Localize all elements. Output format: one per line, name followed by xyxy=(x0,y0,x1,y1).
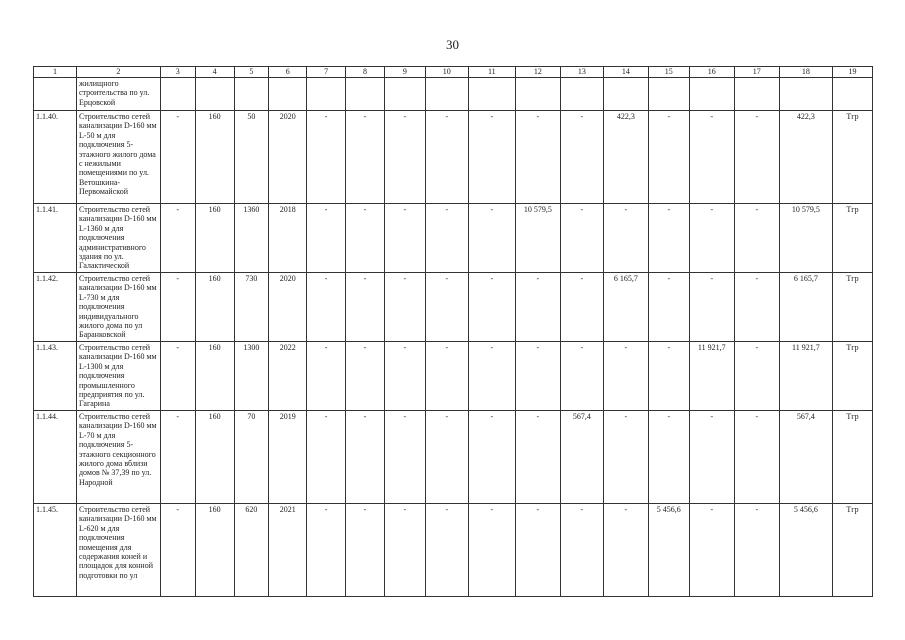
column-header-4: 4 xyxy=(195,67,234,78)
table-cell: - xyxy=(560,273,603,342)
description-cell: Строительство сетей канализации D-160 мм L-1300 м для подключения промышленного предприятия по ул. Гагарина xyxy=(76,342,160,411)
table-cell: - xyxy=(160,273,195,342)
table-cell: 5 456,6 xyxy=(648,504,689,597)
table-cell: - xyxy=(603,204,648,273)
table-cell: Тгр xyxy=(833,411,873,504)
table-cell: - xyxy=(689,111,734,204)
page-number: 30 xyxy=(446,37,459,52)
table-cell: Тгр xyxy=(833,504,873,597)
table-row xyxy=(34,504,873,597)
table-cell: 160 xyxy=(195,504,234,597)
table-cell xyxy=(648,78,689,111)
table-cell: - xyxy=(384,504,425,597)
table-cell: - xyxy=(560,204,603,273)
table-cell: - xyxy=(307,504,346,597)
table-cell: - xyxy=(648,411,689,504)
table-cell: 5 456,6 xyxy=(779,504,832,597)
table-cell: - xyxy=(307,273,346,342)
table-cell: - xyxy=(468,342,515,411)
table-cell xyxy=(160,78,195,111)
table-cell: - xyxy=(734,111,779,204)
table-cell: - xyxy=(689,411,734,504)
table-cell: 2021 xyxy=(269,504,307,597)
table-cell: - xyxy=(689,273,734,342)
table-row xyxy=(34,204,873,273)
row-number-cell: 1.1.43. xyxy=(34,342,77,411)
table-cell xyxy=(779,78,832,111)
table-cell: - xyxy=(160,504,195,597)
table-cell: - xyxy=(468,204,515,273)
table-cell: 2019 xyxy=(269,411,307,504)
table-body xyxy=(34,78,873,597)
table-row xyxy=(34,273,873,342)
description-cell: Строительство сетей канализации D-160 мм L-1360 м для подключения административного здания по ул. Галактической xyxy=(76,204,160,273)
table-cell: 2020 xyxy=(269,111,307,204)
column-header-14: 14 xyxy=(603,67,648,78)
table-cell xyxy=(195,78,234,111)
table-cell: - xyxy=(515,504,560,597)
table-row xyxy=(34,342,873,411)
table-cell xyxy=(603,78,648,111)
table-cell: - xyxy=(425,111,468,204)
table-header xyxy=(34,67,873,78)
table-cell: - xyxy=(648,273,689,342)
row-number-cell: 1.1.40. xyxy=(34,111,77,204)
table-cell: 11 921,7 xyxy=(779,342,832,411)
table-cell: 160 xyxy=(195,342,234,411)
table-cell: - xyxy=(384,204,425,273)
table-cell: 160 xyxy=(195,111,234,204)
table-cell: - xyxy=(468,111,515,204)
column-header-13: 13 xyxy=(560,67,603,78)
table-cell: 422,3 xyxy=(603,111,648,204)
column-header-2: 2 xyxy=(76,67,160,78)
table-cell: 2020 xyxy=(269,273,307,342)
table-cell: - xyxy=(515,111,560,204)
table-cell xyxy=(560,78,603,111)
table-cell: - xyxy=(307,342,346,411)
table-cell: 11 921,7 xyxy=(689,342,734,411)
table-cell: 50 xyxy=(234,111,269,204)
table-cell: - xyxy=(515,411,560,504)
table-cell: - xyxy=(160,342,195,411)
column-header-3: 3 xyxy=(160,67,195,78)
table-cell: - xyxy=(648,111,689,204)
table-cell: - xyxy=(560,111,603,204)
table-cell xyxy=(833,78,873,111)
row-number-cell: 1.1.41. xyxy=(34,204,77,273)
table-cell: 1300 xyxy=(234,342,269,411)
table-cell: - xyxy=(603,342,648,411)
table-cell: - xyxy=(384,342,425,411)
table-cell: 160 xyxy=(195,204,234,273)
table-cell xyxy=(734,78,779,111)
column-header-19: 19 xyxy=(833,67,873,78)
table-cell: 422,3 xyxy=(779,111,832,204)
column-header-10: 10 xyxy=(425,67,468,78)
table-cell: Тгр xyxy=(833,204,873,273)
table-cell: Тгр xyxy=(833,111,873,204)
table-cell: 160 xyxy=(195,273,234,342)
table-cell: - xyxy=(425,342,468,411)
column-header-16: 16 xyxy=(689,67,734,78)
column-header-15: 15 xyxy=(648,67,689,78)
table-cell xyxy=(384,78,425,111)
table-cell: - xyxy=(384,411,425,504)
table-cell: - xyxy=(160,411,195,504)
table-cell xyxy=(468,78,515,111)
table-cell: - xyxy=(515,342,560,411)
table-cell xyxy=(269,78,307,111)
table-cell: - xyxy=(515,273,560,342)
table-cell: 10 579,5 xyxy=(779,204,832,273)
table-cell: - xyxy=(603,411,648,504)
table-cell: - xyxy=(425,204,468,273)
description-cell: жилищного строительства по ул. Ерцовской xyxy=(76,78,160,111)
column-header-8: 8 xyxy=(346,67,385,78)
column-header-17: 17 xyxy=(734,67,779,78)
table-cell: - xyxy=(734,204,779,273)
table-cell: - xyxy=(468,273,515,342)
table-cell: - xyxy=(648,204,689,273)
table-cell xyxy=(346,78,385,111)
table-cell xyxy=(234,78,269,111)
column-header-5: 5 xyxy=(234,67,269,78)
table-cell: - xyxy=(560,504,603,597)
table-cell: - xyxy=(689,204,734,273)
table-cell: - xyxy=(425,504,468,597)
table-cell: - xyxy=(160,204,195,273)
table-cell: - xyxy=(425,411,468,504)
table-cell: - xyxy=(307,204,346,273)
table-cell: - xyxy=(603,504,648,597)
table-cell: - xyxy=(468,411,515,504)
table-cell: - xyxy=(734,273,779,342)
row-number-cell xyxy=(34,78,77,111)
table-cell: 1360 xyxy=(234,204,269,273)
table-cell: - xyxy=(307,111,346,204)
table-cell: - xyxy=(468,504,515,597)
table-cell: 70 xyxy=(234,411,269,504)
column-header-12: 12 xyxy=(515,67,560,78)
column-header-6: 6 xyxy=(269,67,307,78)
table-cell: - xyxy=(346,411,385,504)
table-cell: - xyxy=(160,111,195,204)
table-cell: 2022 xyxy=(269,342,307,411)
row-number-cell: 1.1.45. xyxy=(34,504,77,597)
table-cell: - xyxy=(734,504,779,597)
table-cell: Тгр xyxy=(833,273,873,342)
table-cell: 6 165,7 xyxy=(779,273,832,342)
table-cell: 160 xyxy=(195,411,234,504)
table-cell: - xyxy=(560,342,603,411)
table-cell: 730 xyxy=(234,273,269,342)
table-cell xyxy=(515,78,560,111)
table-cell: - xyxy=(384,273,425,342)
table-cell: 2018 xyxy=(269,204,307,273)
description-cell: Строительство сетей канализации D-160 мм L-70 м для подключения 5-этажного секционного жилого дома вблизи домов № 37,39 по ул. Народной xyxy=(76,411,160,504)
table-cell: - xyxy=(346,204,385,273)
table-cell: - xyxy=(734,411,779,504)
table-cell: - xyxy=(689,504,734,597)
description-cell: Строительство сетей канализации D-160 мм L-730 м для подключения индивидуального жилого дома по ул Баранковской xyxy=(76,273,160,342)
table-cell: - xyxy=(734,342,779,411)
column-header-1: 1 xyxy=(34,67,77,78)
column-header-11: 11 xyxy=(468,67,515,78)
table-cell: - xyxy=(346,273,385,342)
table-row xyxy=(34,78,873,111)
column-header-18: 18 xyxy=(779,67,832,78)
table-cell xyxy=(689,78,734,111)
table-cell: Тгр xyxy=(833,342,873,411)
table-cell xyxy=(425,78,468,111)
table-cell: 620 xyxy=(234,504,269,597)
column-header-9: 9 xyxy=(384,67,425,78)
table-cell: 567,4 xyxy=(560,411,603,504)
table-cell xyxy=(307,78,346,111)
table-cell: 6 165,7 xyxy=(603,273,648,342)
table-cell: 567,4 xyxy=(779,411,832,504)
data-table xyxy=(33,66,873,597)
table-cell: - xyxy=(346,342,385,411)
table-row xyxy=(34,411,873,504)
description-cell: Строительство сетей канализации D-160 мм L-620 м для подключения помещения для содержания коней и площадок для конной подготовки по ул xyxy=(76,504,160,597)
table-cell: - xyxy=(648,342,689,411)
column-header-7: 7 xyxy=(307,67,346,78)
table-cell: - xyxy=(346,504,385,597)
row-number-cell: 1.1.44. xyxy=(34,411,77,504)
table-row xyxy=(34,111,873,204)
row-number-cell: 1.1.42. xyxy=(34,273,77,342)
description-cell: Строительство сетей канализации D-160 мм L-50 м для подключения 5-этажного жилого дома с нежилыми помещениями по ул. Ветошкина-Первомайской xyxy=(76,111,160,204)
table-cell: - xyxy=(346,111,385,204)
table-cell: 10 579,5 xyxy=(515,204,560,273)
table-cell: - xyxy=(307,411,346,504)
table-cell: - xyxy=(384,111,425,204)
header-row xyxy=(34,67,873,78)
table-cell: - xyxy=(425,273,468,342)
